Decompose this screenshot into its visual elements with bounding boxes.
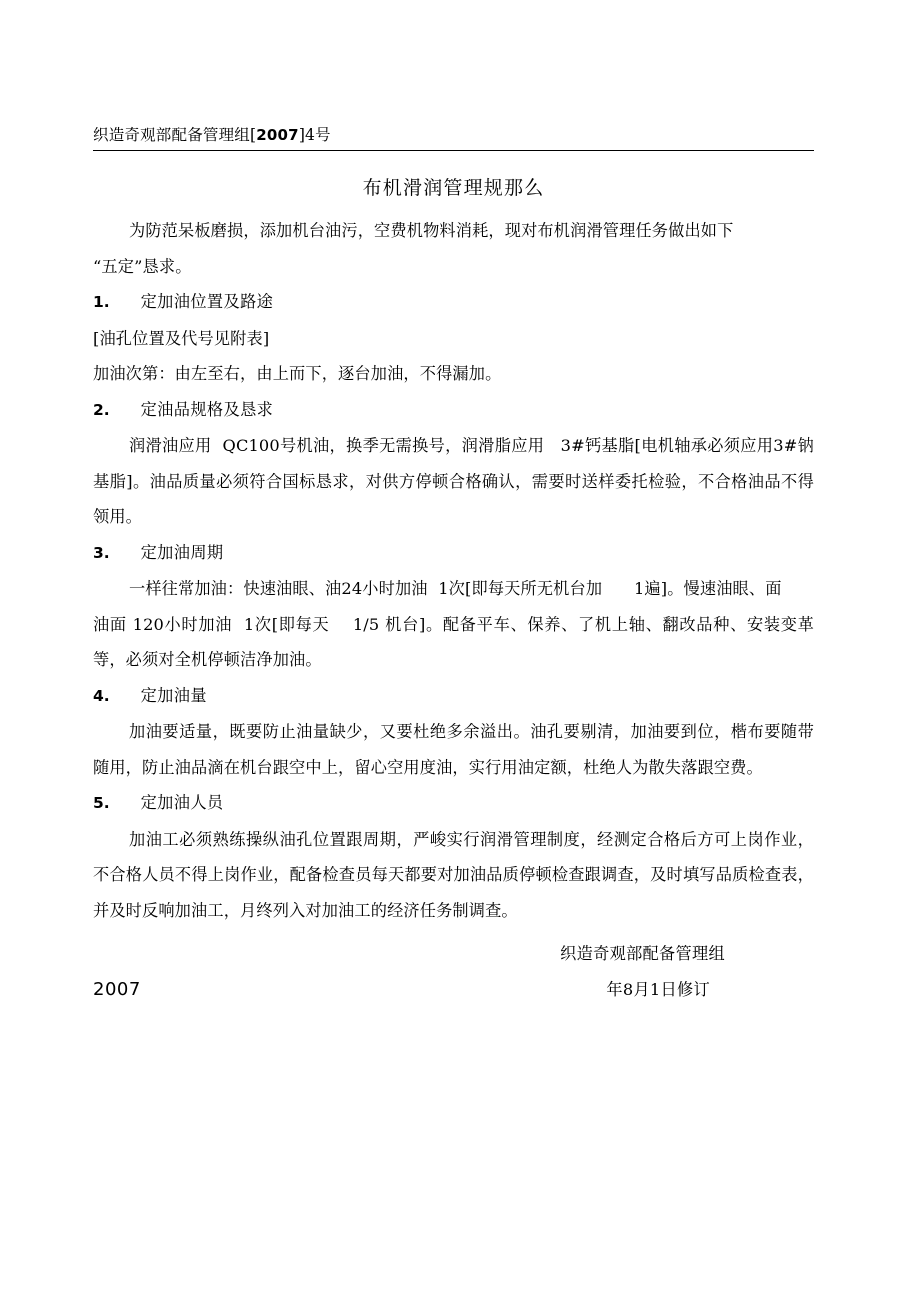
section-2-paragraph-1: 润滑油应用 QC100号机油，换季无需换号，润滑脂应用 3#钙基脂[电机轴承必须应用3#钠基脂]。油品质量必须符合国标恳求，对供方停顿合格确认，需要时送样委托检验，不合格油品不得领用。: [93, 436, 814, 526]
section-number-4: 4.: [93, 686, 110, 705]
section-3-paragraph-1: 一样往常加油：快速油眼、油24小时加油 1次[即每天所无机台加 1遍]。慢速油眼、面: [129, 579, 782, 598]
intro-paragraph-line-1: 为防范呆板磨损，添加机台油污，空费机物料消耗，现对布机润滑管理任务做出如下: [129, 221, 734, 240]
section-number-2: 2.: [93, 400, 110, 419]
section-label-2: 定油品规格及恳求: [140, 399, 274, 419]
signature-date-row: [93, 972, 814, 1008]
section-4-paragraph-1: 加油要适量，既要防止油量缺少，又要杜绝多余溢出。油孔要剔清，加油要到位，楷布要随带随用，防止油品滴在机台跟空中上，留心空用度油，实行用油定额，杜绝人为散失落跟空费。: [93, 722, 814, 777]
letterhead-suffix: ]4号: [298, 126, 331, 144]
section-heading-2: [93, 392, 814, 429]
letterhead-year: 2007: [256, 126, 299, 144]
section-heading-5: [93, 785, 814, 822]
section-number-5: 5.: [93, 794, 110, 812]
section-label-1: 定加油位置及路途: [140, 292, 274, 311]
section-1-paragraph-2: 加油次第：由左至右，由上而下，逐台加油，不得漏加。: [93, 364, 502, 383]
letterhead: [93, 124, 814, 149]
section-number-3: 3.: [93, 543, 110, 562]
section-5-paragraph-1: 加油工必须熟练操纵油孔位置跟周期，严峻实行润滑管理制度，经测定合格后方可上岗作业，不合格人员不得上岗作业，配备检查员每天都要对加油品质停顿检查跟调查，及时填写品质检查表，并及时反响加油工，月终列入对加油工的经济任务制调查。: [93, 829, 814, 920]
page-title: 布机滑润管理规那么: [362, 177, 545, 199]
section-heading-3: [93, 535, 814, 572]
section-heading-4: [93, 678, 814, 715]
letterhead-divider: [93, 150, 814, 151]
section-heading-1: [93, 284, 814, 321]
section-label-3: 定加油周期: [140, 542, 224, 562]
section-label-4: 定加油量: [140, 685, 207, 705]
signature-year: 2007: [93, 978, 141, 1000]
section-number-1: 1.: [93, 293, 110, 311]
letterhead-org: 织造奇观部配备管理组[: [93, 126, 257, 144]
section-1-paragraph-1: [油孔位置及代号见附表]: [93, 328, 270, 348]
intro-paragraph-line-2: “五定”恳求。: [93, 256, 192, 276]
signature-date: 年8月1日修订: [606, 979, 710, 999]
section-3-paragraph-2: 油面 120小时加油 1次[即每天 1/5 机台]。配备平车、保养、了机上轴、翻改品种、安装变革等，必须对全机停顿洁净加油。: [93, 614, 814, 669]
signature-org: 织造奇观部配备管理组: [560, 944, 725, 963]
section-label-5: 定加油人员: [140, 793, 224, 812]
document-body: [93, 124, 814, 1007]
